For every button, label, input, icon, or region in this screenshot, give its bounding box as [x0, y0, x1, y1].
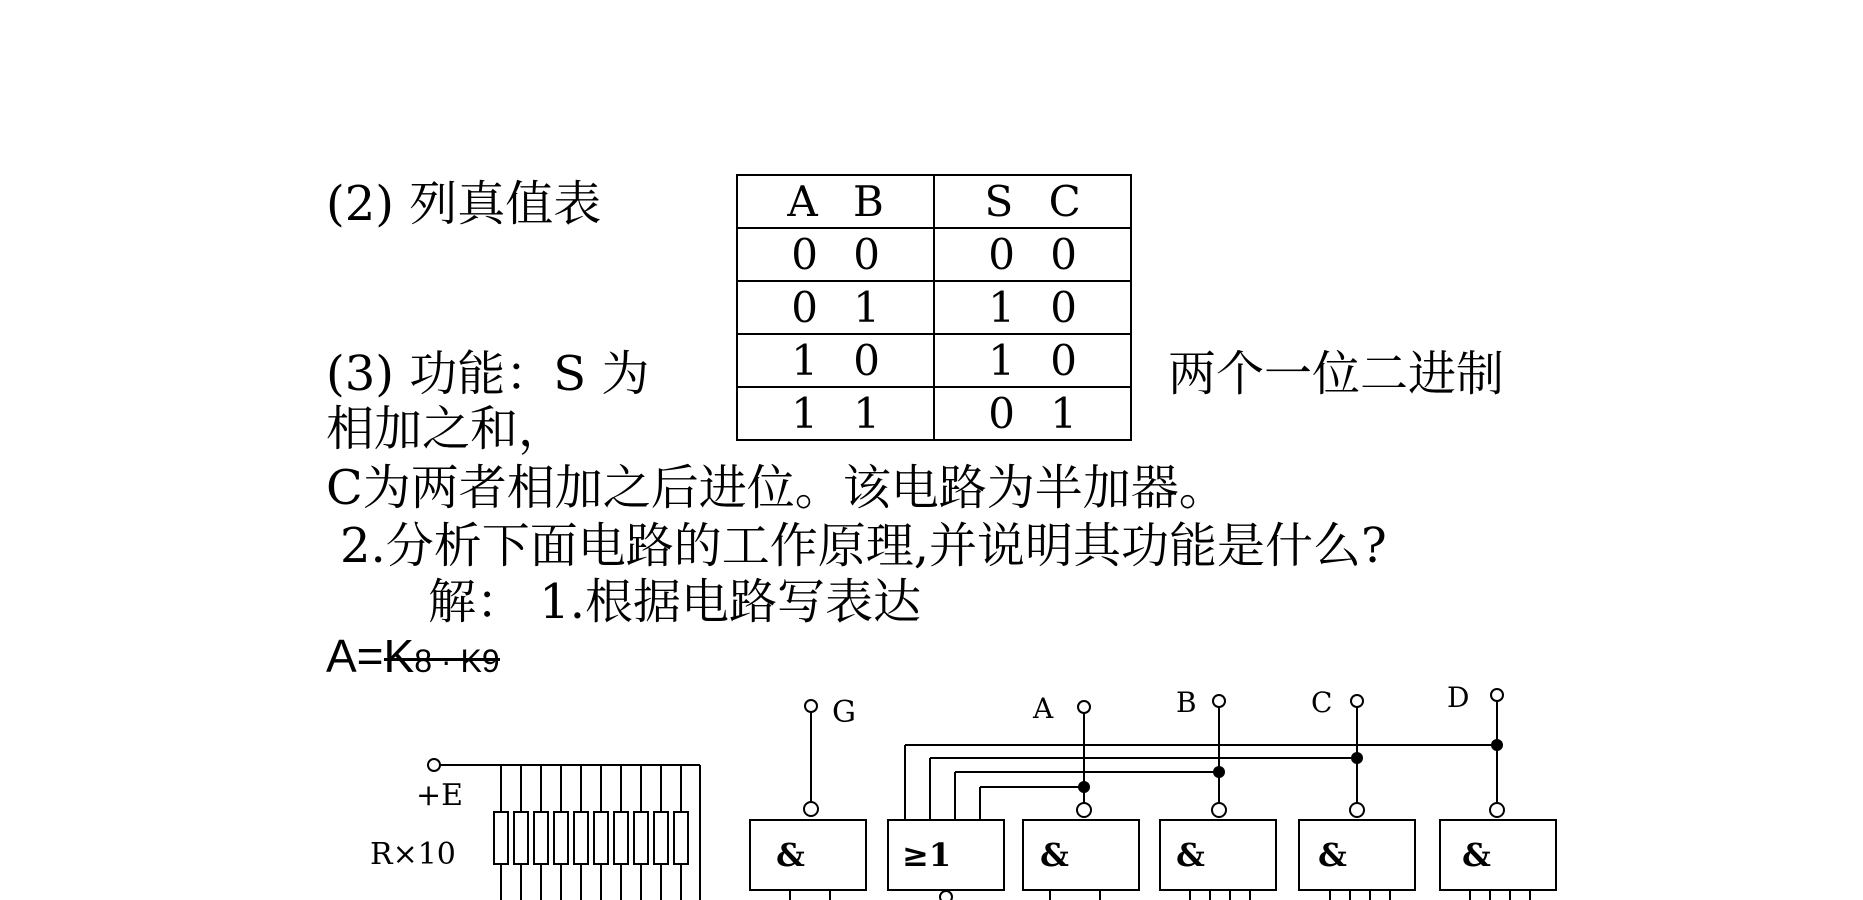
expression-prefix: A=	[326, 630, 384, 682]
gate-symbol-and: &	[1040, 836, 1069, 874]
label-b: B	[1176, 686, 1197, 719]
gate-symbol-or: ≥1	[902, 836, 952, 874]
table-cell: 0 1	[737, 281, 934, 334]
expression-sub-9: 9	[481, 643, 500, 679]
solution-line: 解： 1.根据电路写表达	[428, 574, 922, 630]
table-cell: 0 0	[934, 228, 1131, 281]
table-cell: 1 0	[737, 334, 934, 387]
table-cell: 0 1	[934, 387, 1131, 440]
table-cell: 1 1	[737, 387, 934, 440]
gate-symbol-and: &	[776, 836, 805, 874]
expression-dot: ·	[432, 643, 461, 679]
table-cell: 1 0	[934, 334, 1131, 387]
label-plus-e: +E	[416, 778, 464, 813]
gate-symbol-and: &	[1318, 836, 1347, 874]
function-line-3: C为两者相加之后进位。该电路为半加器。	[326, 460, 1227, 516]
question-2: 2.分析下面电路的工作原理,并说明其功能是什么?	[340, 518, 1387, 574]
table-cell: 0 0	[737, 228, 934, 281]
expression-k9: K	[460, 643, 482, 679]
label-resistors: R×10	[370, 837, 456, 872]
function-line-right: 两个一位二进制	[1168, 346, 1505, 402]
header-ab: A B	[737, 175, 934, 228]
function-line-left: (3) 功能：S 为	[326, 346, 650, 402]
function-line-2: 相加之和，	[326, 401, 567, 457]
label-g: G	[832, 695, 856, 730]
gate-symbol-and: &	[1462, 836, 1491, 874]
expression-sub-8: 8	[414, 643, 433, 679]
table-cell: 1 0	[934, 281, 1131, 334]
label-c: C	[1311, 686, 1333, 719]
q2-label: (2) 列真值表	[326, 176, 602, 232]
and-gate-g	[750, 820, 866, 890]
and-gate-d	[1440, 820, 1556, 890]
gate-symbol-and: &	[1176, 836, 1205, 874]
label-a: A	[1033, 692, 1054, 725]
resistor-array	[494, 765, 700, 900]
label-d: D	[1447, 681, 1470, 714]
expression-k8: K	[383, 630, 415, 682]
header-sc: S C	[934, 175, 1131, 228]
and-gate-c	[1299, 820, 1415, 890]
plus-e-terminal	[428, 759, 440, 771]
